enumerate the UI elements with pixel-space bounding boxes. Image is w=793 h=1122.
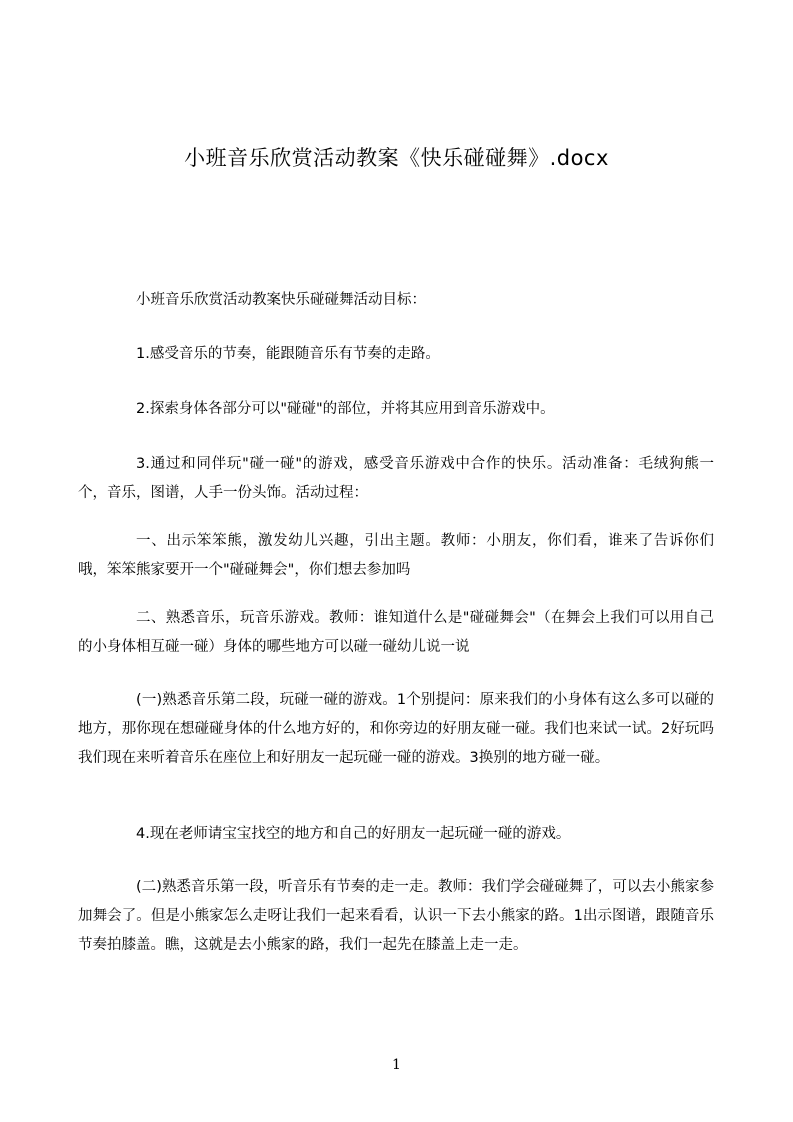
page-number: 1 [392,1057,401,1073]
paragraph-step-2-item-4: 4.现在老师请宝宝找空的地方和自己的好朋友一起玩碰一碰的游戏。 [136,826,571,842]
paragraph-step-1: 一、出示笨笨熊，激发幼儿兴趣，引出主题。教师：小朋友，你们看，谁来了告诉你们哦，笨笨熊家要开一个"碰碰舞会"，你们想去参加吗 [78,533,714,578]
paragraph-goal-1: 1.感受音乐的节奏，能跟随音乐有节奏的走路。 [136,346,440,362]
paragraph-step-2: 二、熟悉音乐，玩音乐游戏。教师：谁知道什么是"碰碰舞会"（在舞会上我们可以用自己的小身体相互碰一碰）身体的哪些地方可以碰一碰幼儿说一说 [78,610,714,655]
paragraph-goal-3: 3.通过和同伴玩"碰一碰"的游戏，感受音乐游戏中合作的快乐。活动准备：毛绒狗熊一个，音乐，图谱，人手一份头饰。活动过程： [78,456,714,501]
document-title: 小班音乐欣赏活动教案《快乐碰碰舞》.docx [184,146,609,170]
paragraph-step-2-part-1: (一)熟悉音乐第二段，玩碰一碰的游戏。1个别提问：原来我们的小身体有这么多可以碰的地方，那你现在想碰碰身体的什么地方好的，和你旁边的好朋友碰一碰。我们也来试一试。2好玩吗我们现在来听着音乐在座位上和好朋友一起玩碰一碰的游戏。3换别的地方碰一碰。 [78,692,714,766]
paragraph-goal-2: 2.探索身体各部分可以"碰碰"的部位，并将其应用到音乐游戏中。 [136,401,555,417]
paragraph-step-2-part-2: (二)熟悉音乐第一段，听音乐有节奏的走一走。教师：我们学会碰碰舞了，可以去小熊家参加舞会了。但是小熊家怎么走呀让我们一起来看看，认识一下去小熊家的路。1出示图谱，跟随音乐节奏拍膝盖。瞧，这就是去小熊家的路，我们一起先在膝盖上走一走。 [78,879,714,953]
paragraph-activity-goals: 小班音乐欣赏活动教案快乐碰碰舞活动目标： [136,292,426,308]
